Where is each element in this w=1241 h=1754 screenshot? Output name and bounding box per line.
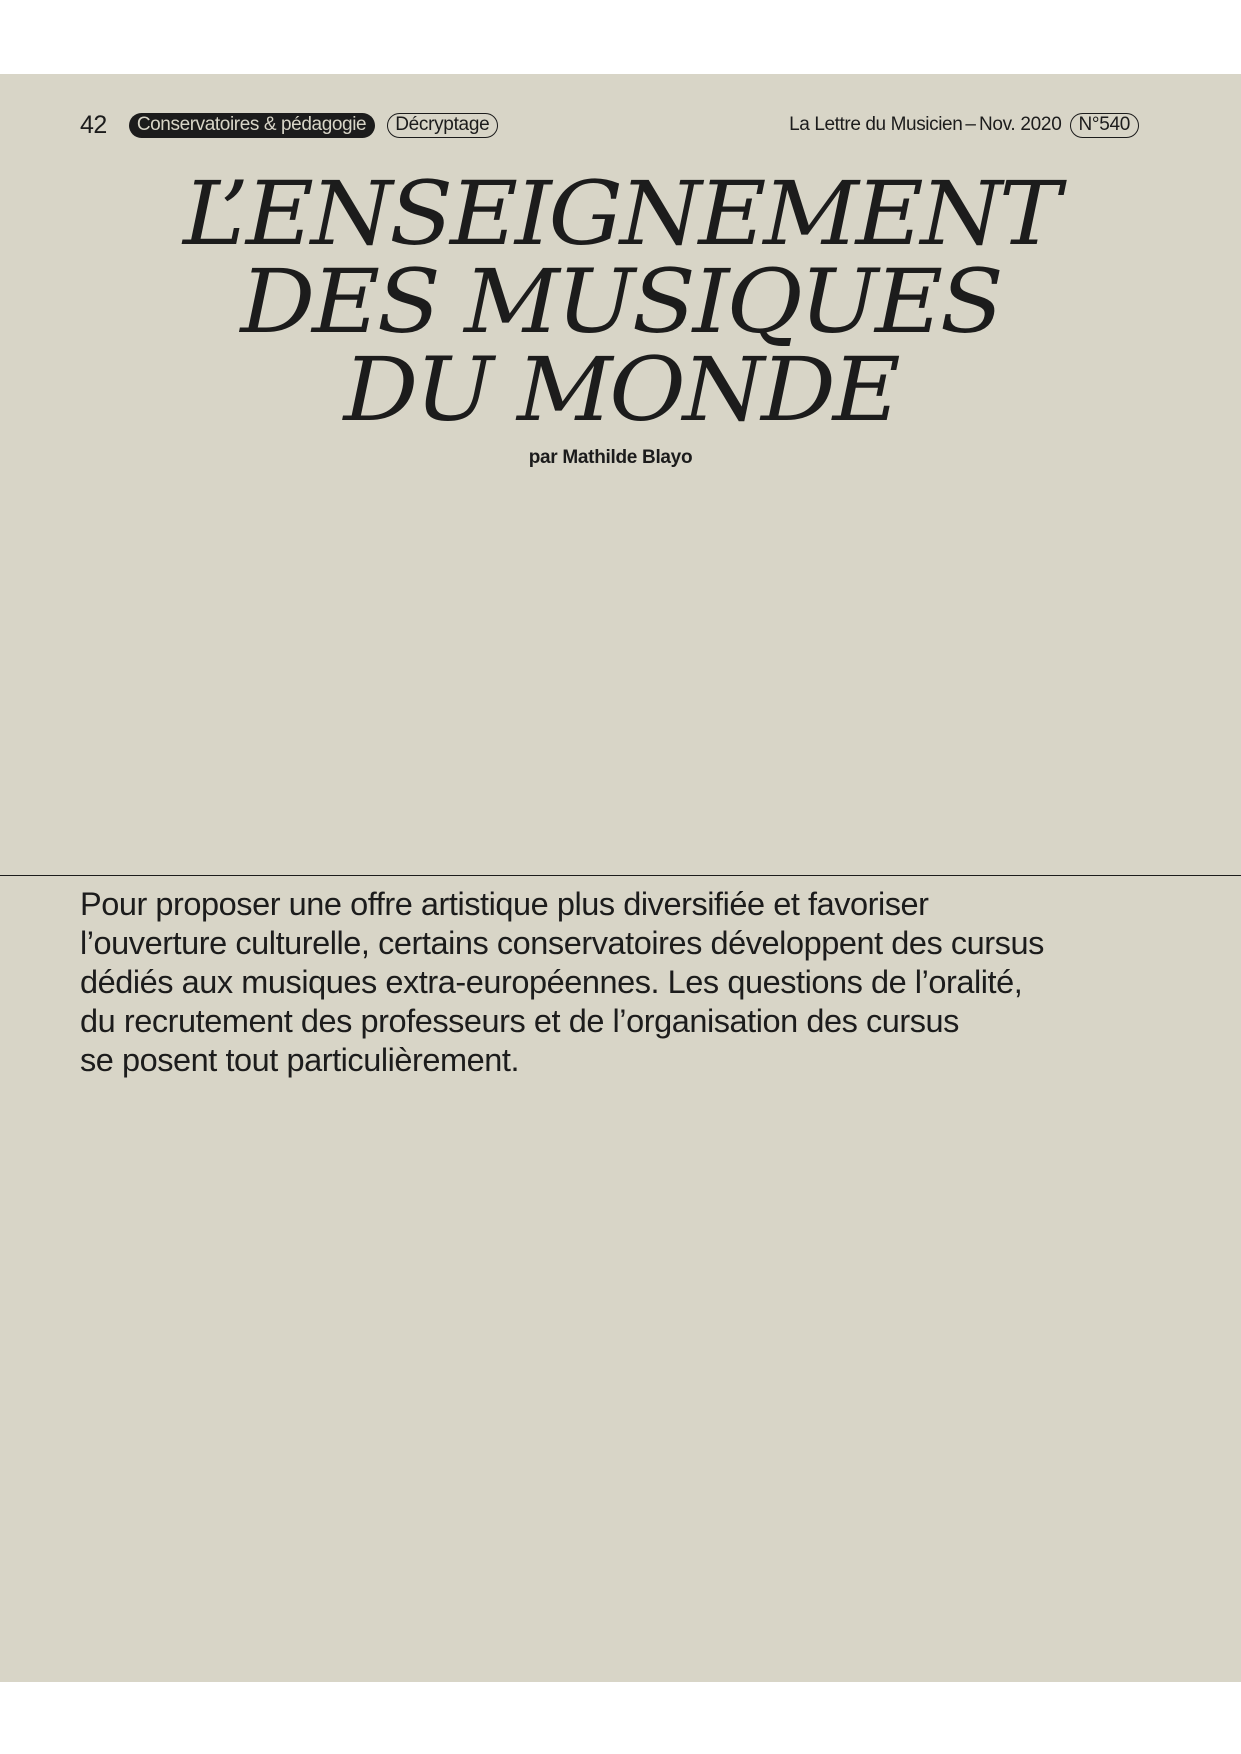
article-title-line-1: L’ENSEIGNEMENT [183,162,1058,265]
lede-line-2: l’ouverture culturelle, certains conservatoires développent des cursus [80,925,1044,961]
article-title-line-3: DU MONDE [343,338,898,441]
running-header [80,110,1139,140]
section-badge: Conservatoires & pédagogie [129,113,375,138]
lede-line-4: du recrutement des professeurs et de l’organisation des cursus [80,1003,959,1039]
magazine-page [0,74,1241,1682]
header-separator: – [965,114,976,135]
issue-number-badge: N°540 [1070,113,1139,138]
article-lede [80,885,1200,1080]
header-right [789,113,1139,138]
article-title [0,162,1241,441]
article-title-line-2: DES MUSIQUES [240,250,1001,353]
magazine-title: La Lettre du Musicien [789,114,963,135]
issue-date: Nov. 2020 [978,114,1062,135]
header-left [80,111,498,140]
lede-line-1: Pour proposer une offre artistique plus diversifiée et favoriser [80,886,929,922]
horizontal-divider [0,875,1241,876]
page-number: 42 [80,110,107,139]
lede-line-3: dédiés aux musiques extra-européennes. Les questions de l’oralité, [80,964,1023,1000]
category-badge: Décryptage [387,113,498,138]
lede-line-5: se posent tout particulièrement. [80,1042,520,1078]
article-byline: par Mathilde Blayo [528,447,693,468]
